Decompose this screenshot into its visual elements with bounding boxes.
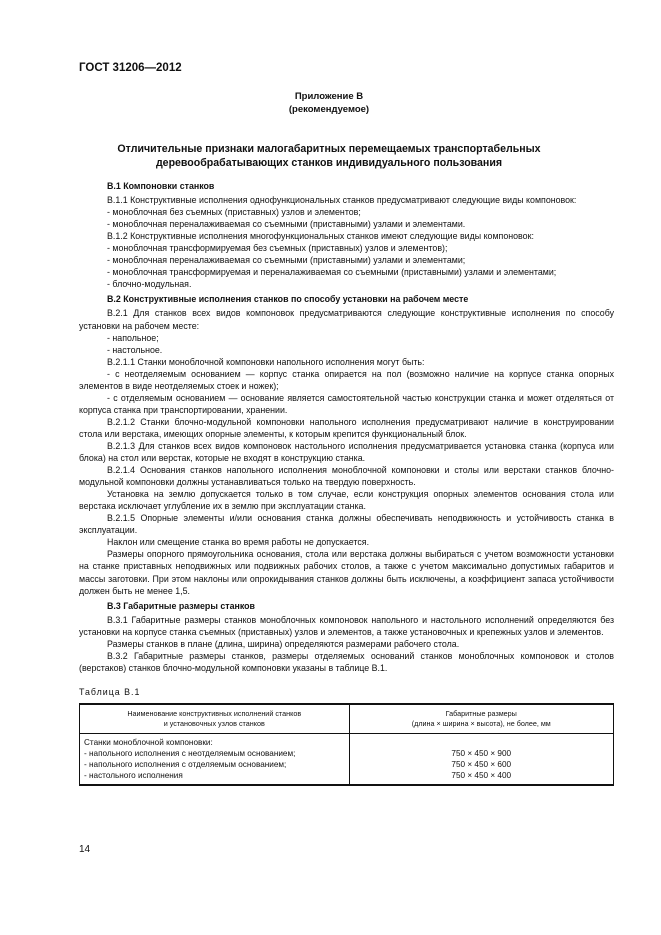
list-item: - с отделяемым основанием — основание является самостоятельной частью конструкции станка и может отделяться от корпуса станка при транспортировании, хранении. [79, 392, 614, 415]
list-item: - напольное; [107, 332, 159, 343]
list-item: - с неотделяемым основанием — корпус станка опирается на пол (возможно наличие на корпусе станка опорных элементов в виде неотделяемых стоек и ножек); [79, 368, 614, 391]
list-item: - моноблочная переналаживаемая со съемными (приставными) узлами и элементами; [107, 255, 466, 266]
section-heading: В.3 Габаритные размеры станков [107, 600, 255, 611]
paragraph: В.2.1.3 Для станков всех видов компоновок настольного исполнения предусматривается установка станка (корпуса или блока) на стол или верстак, которые не входят в конструкцию станка. [79, 440, 614, 464]
appendix-subtitle: (рекомендуемое) [288, 104, 370, 115]
section-heading: В.1 Компоновки станков [107, 181, 215, 191]
main-title-line-2: деревообрабатывающих станков индивидуального пользования [155, 157, 503, 169]
section-heading: В.2 Конструктивные исполнения станков по способу установки на рабочем месте [107, 294, 469, 305]
document-body [79, 180, 614, 786]
table-row [80, 733, 614, 785]
paragraph: В.2.1 Для станков всех видов компоновок предусматриваются следующие конструктивные исполнения по способу установки на рабочем месте: [79, 308, 614, 331]
list-item: - блочно-модульная. [107, 279, 192, 290]
table-cell-values [349, 733, 614, 785]
table-row-name: - напольного исполнения с отделяемым основанием; [84, 759, 287, 769]
document-code-header: ГОСТ 31206—2012 [79, 62, 182, 74]
paragraph: В.2.1.4 Основания станков напольного исполнения моноблочной компоновки и столы или верстаки станков блочно-модульной компоновки должны устанавливаться только на твердую поверхность. [79, 465, 614, 488]
table-header-row [80, 704, 614, 734]
paragraph: Размеры станков в плане (длина, ширина) определяются размерами рабочего стола. [107, 638, 460, 649]
table-row-name: - настольного исполнения [84, 770, 183, 780]
paragraph: Наклон или смещение станка во время работы не допускается. [107, 537, 370, 548]
table-cell-names [80, 733, 350, 785]
table-caption: Таблица В.1 [79, 686, 141, 697]
main-title [79, 142, 579, 170]
list-item: - моноблочная без съемных (приставных) узлов и элементов; [107, 207, 361, 218]
dimensions-table [79, 703, 614, 786]
paragraph: В.2.1.1 Станки моноблочной компоновки напольного исполнения могут быть: [107, 356, 425, 367]
paragraph: В.3.2 Габаритные размеры станков, размеры отделяемых оснований станков моноблочных компоновок и столов (верстаков) станков блочно-модульной компоновки указаны в таблице В.1. [79, 650, 614, 673]
paragraph: В.1.1 Конструктивные исполнения однофункциональных станков предусматривают следующие виды компоновок: [107, 195, 577, 206]
paragraph: В.2.1.2 Станки блочно-модульной компоновки напольного исполнения предусматривают наличие в конструировании стола или верстака, имеющих опорные элементы, к которым крепится функциональный блок. [79, 416, 614, 439]
list-item: - моноблочная трансформируемая и переналаживаемая со съемными (приставными) узлами и элементами; [107, 267, 557, 278]
table-row-value: 750 × 450 × 900 [451, 748, 512, 758]
appendix-title: Приложение В [294, 91, 364, 102]
table-row-value: 750 × 450 × 600 [451, 759, 512, 769]
paragraph: Размеры опорного прямоугольника основания, стола или верстака должны выбираться с учетом возможности установки на станке приставных неподвижных или подвижных рабочих столов, а также с учетом максимально допустимых габаритов и массы заготовки. При этом наклоны или опрокидывания станков должны быть исключены, а коэффициент запаса устойчивости должен быть не менее 1,5. [79, 549, 614, 596]
table-header-cell: Наименование конструктивных исполнений станков и установочных узлов станков [80, 704, 350, 734]
table-row-name: - напольного исполнения с неотделяемым основанием; [84, 748, 296, 758]
list-item: - моноблочная переналаживаемая со съемными (приставными) узлами и элементами. [107, 219, 466, 230]
list-item: - настольное. [107, 344, 163, 355]
page-number: 14 [79, 844, 91, 855]
paragraph: В.2.1.5 Опорные элементы и/или основания станка должны обеспечивать неподвижность и устойчивость станка в эксплуатации. [79, 513, 614, 536]
appendix-heading [79, 90, 579, 116]
main-title-line-1: Отличительные признаки малогабаритных перемещаемых транспортабельных [117, 143, 541, 155]
list-item: - моноблочная трансформируемая без съемных (приставных) узлов и элементов); [107, 243, 448, 254]
table-group-label: Станки моноблочной компоновки: [84, 737, 213, 747]
table-header-cell: Габаритные размеры (длина × ширина × высота), не более, мм [349, 704, 614, 734]
paragraph: Установка на землю допускается только в том случае, если конструкция опорных элементов основания стола или верстака исключает углубление их в землю при эксплуатации станка. [79, 489, 614, 512]
paragraph: В.3.1 Габаритные размеры станков моноблочных компоновок напольного и настольного исполнений определяются без установки на корпусе станка съемных (приставных) узлов и элементов, а также установочных и крепежных узлов и элементов. [79, 614, 614, 637]
table-row-value: 750 × 450 × 400 [451, 770, 512, 780]
paragraph: В.1.2 Конструктивные исполнения многофункциональных станков имеют следующие виды компоновок: [107, 231, 534, 242]
